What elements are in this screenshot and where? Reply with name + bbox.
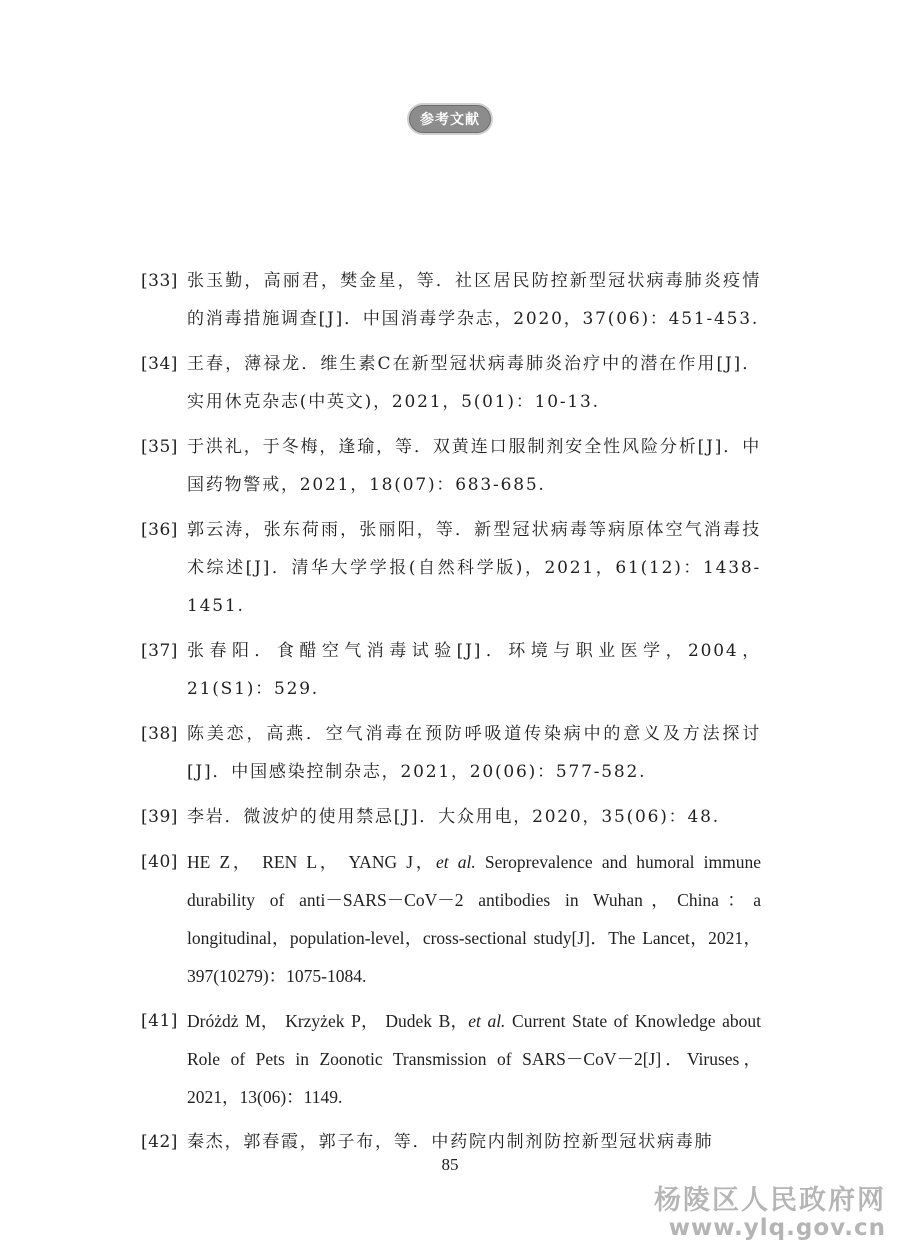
page-number: 85 [441,1155,459,1174]
reference-text: 李岩．微波炉的使用禁忌[J]．大众用电，2020，35(06)：48. [187,807,720,827]
reference-item [141,843,761,995]
reference-etal: et al. [436,852,476,872]
reference-text: 张玉勤，高丽君，樊金星，等．社区居民防控新型冠状病毒肺炎疫情的消毒措施调查[J]．中国消毒学杂志，2020，37(06)：451-453. [187,271,761,329]
reference-authors: Dróżdż M， Krzyżek P， Dudek B， [187,1011,469,1031]
reference-number: [37] [141,641,178,661]
reference-number: [33] [141,271,178,291]
reference-etal: et al. [468,1011,506,1031]
reference-details: Seroprevalence and humoral immune durability of anti－SARS－CoV－2 antibodies in Wuhan，China：a longitudinal，population-level，cross-sectional study[J]．The Lancet，2021，397(10279)：1075-1084. [187,852,761,986]
reference-text: 陈美恋，高燕．空气消毒在预防呼吸道传染病中的意义及方法探讨[J]．中国感染控制杂志，2021，20(06)：577-582. [187,724,761,782]
reference-number: [42] [141,1132,178,1152]
reference-number: [38] [141,724,178,744]
reference-number: [34] [141,354,178,374]
reference-item [141,345,761,421]
section-title: 参考文献 [409,105,491,133]
reference-number: [40] [141,852,178,872]
reference-text: 秦杰，郭春霞，郭子布，等．中药院内制剂防控新型冠状病毒肺 [187,1132,714,1152]
watermark-site-url: www.ylq.gov.cn [668,1215,886,1241]
reference-item [141,428,761,504]
reference-item [141,511,761,625]
reference-item [141,632,761,708]
reference-item [141,262,761,338]
watermark-site-name: 杨陵区人民政府网 [654,1185,886,1216]
reference-number: [39] [141,807,178,827]
reference-text: 于洪礼，于冬梅，逢瑜，等．双黄连口服制剂安全性风险分析[J]．中国药物警戒，2021，18(07)：683-685. [187,437,761,495]
site-watermark [654,1178,886,1241]
section-header [0,105,900,133]
reference-text [187,843,761,995]
reference-authors: HE Z， REN L， YANG J， [187,852,436,872]
reference-item [141,798,761,836]
reference-number: [36] [141,520,178,540]
reference-item [141,715,761,791]
reference-number: [41] [141,1011,178,1031]
reference-text: 郭云涛，张东荷雨，张丽阳，等．新型冠状病毒等病原体空气消毒技术综述[J]．清华大学学报(自然科学版)，2021，61(12)：1438-1451. [187,520,761,616]
reference-list [141,262,761,1168]
reference-text: 王春，薄禄龙．维生素C在新型冠状病毒肺炎治疗中的潜在作用[J]．实用休克杂志(中英文)，2021，5(01)：10-13. [187,354,761,412]
reference-details: Current State of Knowledge about Role of Pets in Zoonotic Transmission of SARS－CoV－2[J]．Viruses，2021，13(06)：1149. [187,1011,762,1107]
reference-number: [35] [141,437,178,457]
reference-item [141,1002,761,1116]
reference-text: 张春阳．食醋空气消毒试验[J]．环境与职业医学，2004，21(S1)：529. [187,641,761,699]
reference-text [187,1002,761,1116]
